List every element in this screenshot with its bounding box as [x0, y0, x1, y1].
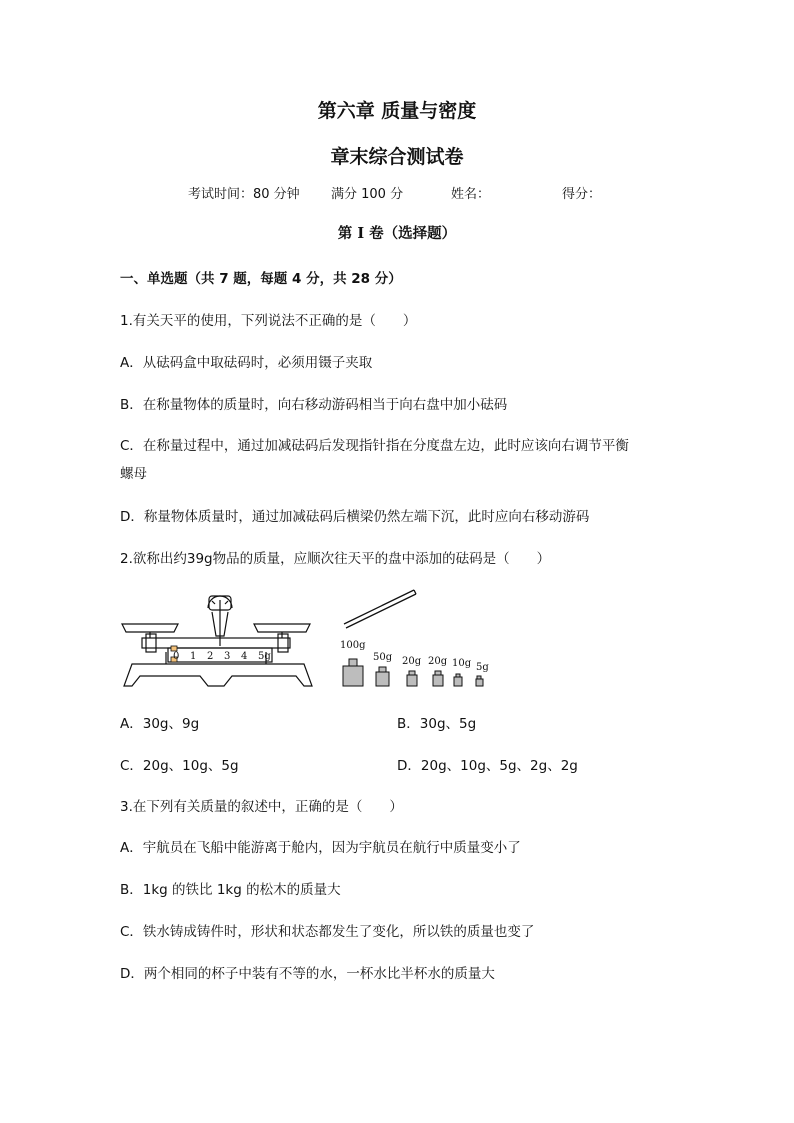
full-score: 满分 100 分	[331, 187, 404, 202]
name-label: 姓名：	[451, 187, 491, 202]
question-2-option-d: D．20g、10g、5g、2g、2g	[397, 758, 578, 774]
section-title: 一、单选题（共 7 题，每题 4 分，共 28 分）	[120, 271, 402, 287]
question-1-stem: 1.有关天平的使用，下列说法不正确的是（ ）	[120, 313, 417, 329]
question-3-option-a: A．宇航员在飞船中能游离于舱内，因为宇航员在航行中质量变小了	[120, 840, 521, 856]
scale-label: 1	[190, 651, 197, 662]
question-2-stem: 2.欲称出约39g物品的质量，应顺次往天平的盘中添加的砝码是（ ）	[120, 551, 551, 567]
question-1-option-a: A．从砝码盒中取砝码时，必须用镊子夹取	[120, 355, 373, 371]
scale-label: 2	[207, 651, 214, 662]
volume-title: 第 I 卷（选择题）	[337, 225, 457, 242]
question-1-option-c: C．在称量过程中，通过加减砝码后发现指针指在分度盘左边，此时应该向右调节平衡	[120, 438, 629, 454]
scale-label: 0	[173, 651, 180, 662]
weight-label: 50g	[373, 652, 393, 663]
weight-label: 20g	[428, 656, 448, 667]
question-1-option-b: B．在称量物体的质量时，向右移动游码相当于向右盘中加小砝码	[120, 397, 508, 413]
question-2-option-c: C．20g、10g、5g	[120, 758, 239, 774]
balance-illustration	[122, 596, 312, 686]
scale-label: 4	[241, 651, 248, 662]
question-1-option-c-cont: 螺母	[120, 466, 147, 482]
chapter-title: 第六章 质量与密度	[317, 100, 477, 122]
question-2-option-b: B．30g、5g	[397, 716, 477, 732]
question-1-option-d: D．称量物体质量时，通过加减砝码后横梁仍然左端下沉，此时应向右移动游码	[120, 509, 590, 525]
weight-label: 10g	[452, 658, 472, 669]
scale-label: 3	[224, 651, 231, 662]
question-3-option-d: D．两个相同的杯子中装有不等的水，一杯水比半杯水的质量大	[120, 966, 495, 982]
weight-label: 20g	[402, 656, 422, 667]
question-3-option-b: B．1kg 的铁比 1kg 的松木的质量大	[120, 882, 341, 898]
weight-label: 5g	[476, 662, 489, 673]
tweezers-illustration	[344, 590, 416, 628]
balance-and-weights-figure	[116, 586, 496, 696]
exam-time: 考试时间：80 分钟	[188, 187, 300, 202]
question-3-stem: 3.在下列有关质量的叙述中，正确的是（ ）	[120, 799, 403, 815]
weight-label: 100g	[340, 640, 366, 651]
scale-label: 5g	[258, 651, 271, 662]
question-2-option-a: A．30g、9g	[120, 716, 200, 732]
score-label: 得分：	[562, 187, 602, 202]
exam-subtitle: 章末综合测试卷	[330, 146, 464, 168]
question-3-option-c: C．铁水铸成铸件时，形状和状态都发生了变化，所以铁的质量也变了	[120, 924, 535, 940]
